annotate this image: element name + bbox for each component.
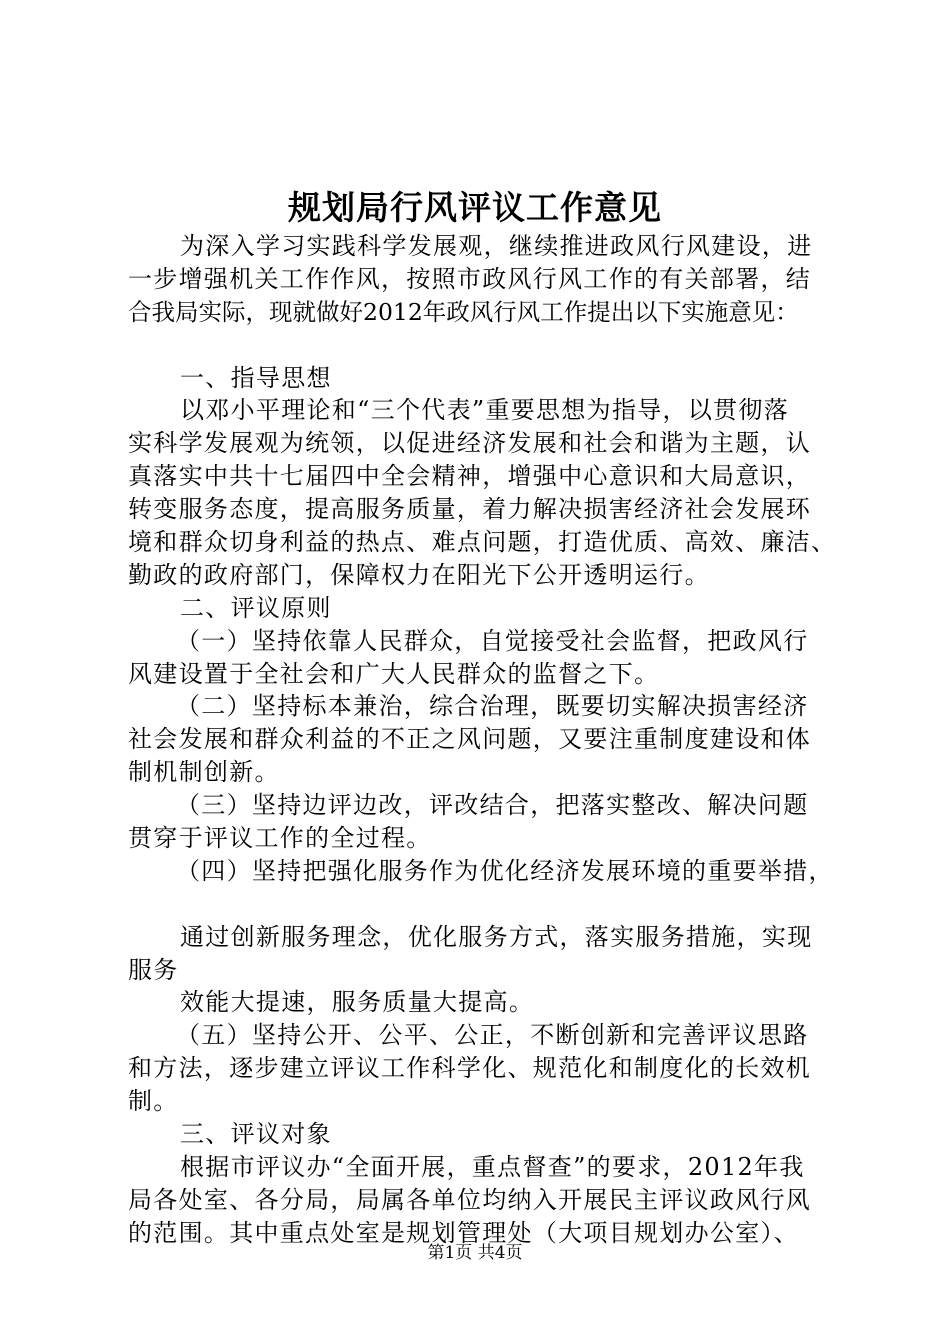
paragraph-line: 风建设置于全社会和广大人民群众的监督之下。 bbox=[128, 659, 660, 688]
paragraph-line: 的范围。其中重点处室是规划管理处（大项目规划办公室）、 bbox=[128, 1218, 800, 1247]
paragraph-line: 贯穿于评议工作的全过程。 bbox=[128, 824, 432, 853]
paragraph-line: 境和群众切身利益的热点、难点问题，打造优质、高效、廉洁、 bbox=[128, 528, 837, 557]
paragraph-line: （四）坚持把强化服务作为优化经济发展环境的重要举措， bbox=[176, 856, 834, 885]
paragraph-line: 制。 bbox=[128, 1087, 179, 1116]
paragraph-line: 社会发展和群众利益的不正之风问题，又要注重制度建设和体 bbox=[128, 725, 812, 754]
paragraph-line: 转变服务态度，提高服务质量，着力解决损害经济社会发展环 bbox=[128, 495, 812, 524]
paragraph-line: 以邓小平理论和“三个代表”重要思想为指导，以贯彻落 bbox=[180, 396, 790, 425]
blank-line bbox=[128, 888, 850, 921]
paragraph-line: 制机制创新。 bbox=[128, 758, 280, 787]
blank-line bbox=[128, 329, 850, 362]
paragraph-line: 服务 bbox=[128, 955, 179, 984]
paragraph-line: （二）坚持标本兼治，综合治理，既要切实解决损害经济 bbox=[176, 692, 809, 721]
paragraph-line: 和方法，逐步建立评议工作科学化、规范化和制度化的长效机 bbox=[128, 1054, 812, 1083]
paragraph-line: 为深入学习实践科学发展观，继续推进政风行风建设，进 bbox=[180, 232, 813, 260]
paragraph-line: 实科学发展观为统领，以促进经济发展和社会和谐为主题，认 bbox=[128, 429, 812, 458]
paragraph-line: 勤政的政府部门，保障权力在阳光下公开透明运行。 bbox=[128, 560, 710, 589]
paragraph-line: （三）坚持边评边改，评改结合，把落实整改、解决问题 bbox=[176, 791, 809, 820]
paragraph-line: （五）坚持公开、公平、公正，不断创新和完善评议思路 bbox=[176, 1021, 809, 1050]
section-heading: 二、评议原则 bbox=[180, 593, 332, 622]
paragraph-line: 根据市评议办“全面开展，重点督查”的要求，2012年我 bbox=[180, 1152, 805, 1181]
paragraph-line: 一步增强机关工作作风，按照市政风行风工作的有关部署，结 bbox=[128, 264, 812, 293]
section-heading: 一、指导思想 bbox=[180, 363, 332, 392]
paragraph-line: 通过创新服务理念，优化服务方式，落实服务措施，实现 bbox=[180, 922, 813, 951]
page-footer: 第1页 共4页 bbox=[427, 1243, 523, 1263]
paragraph-line: 真落实中共十七届四中全会精神，增强中心意识和大局意识， bbox=[128, 462, 812, 491]
section-heading: 三、评议对象 bbox=[180, 1120, 332, 1149]
paragraph-line: （一）坚持依靠人民群众，自觉接受社会监督，把政风行 bbox=[176, 626, 809, 655]
paragraph-line: 局各处室、各分局，局属各单位均纳入开展民主评议政风行风 bbox=[128, 1185, 812, 1214]
paragraph-line: 效能大提速，服务质量大提高。 bbox=[180, 988, 535, 1017]
document-body bbox=[128, 230, 850, 1250]
paragraph-line: 合我局实际，现就做好2012年政风行风工作提出以下实施意见： bbox=[128, 297, 799, 326]
document-title: 规划局行风评议工作意见 bbox=[288, 188, 662, 227]
